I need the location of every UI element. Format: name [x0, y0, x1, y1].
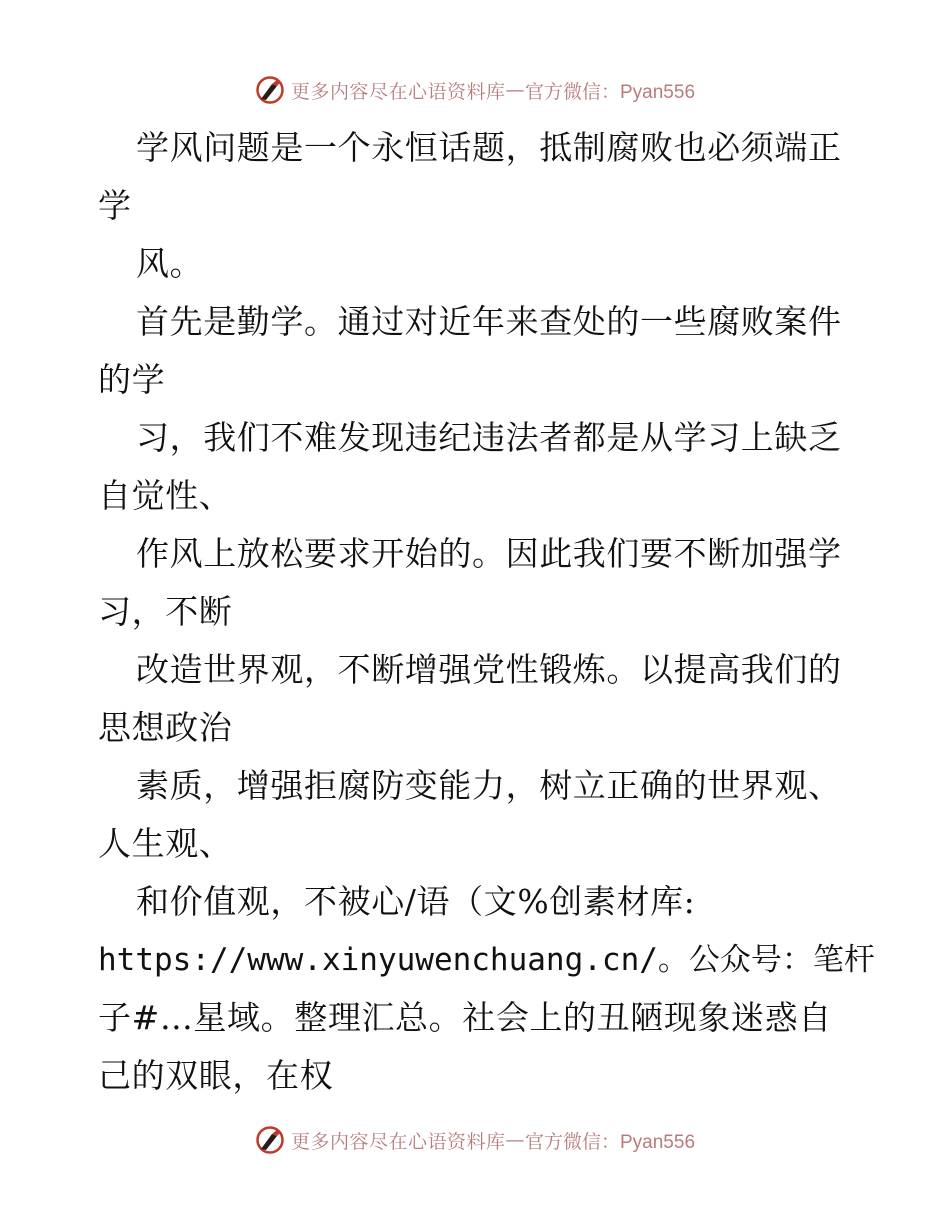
footer-banner — [0, 1122, 950, 1158]
header-banner — [0, 72, 950, 108]
body-line: 和价值观，不被心/语（文%创素材库: — [136, 882, 696, 921]
body-line: 改造世界观，不断增强党性锻炼。以提高我们的 — [136, 650, 842, 689]
body-line: 人生观、 — [98, 824, 233, 863]
body-line: 首先是勤学。通过对近年来查处的一些腐败案件 — [136, 302, 842, 341]
pen-nib-logo-icon — [255, 1125, 285, 1155]
header-wechat-text: 官方微信：Pyan556 — [525, 81, 696, 103]
body-line: 习，我们不难发现违纪违法者都是从学习上缺乏 — [136, 418, 842, 457]
body-line: 习，不断 — [98, 592, 233, 631]
pen-nib-logo-icon — [255, 75, 285, 105]
document-body — [98, 119, 875, 1105]
body-line: 的学 — [98, 360, 166, 399]
footer-dash: — — [505, 1129, 525, 1151]
body-line: 风。 — [136, 244, 204, 283]
body-line: 己的双眼，在权 — [98, 1056, 334, 1095]
body-line: 自觉性、 — [98, 476, 233, 515]
body-line: 学风问题是一个永恒话题，抵制腐败也必须端正 — [136, 128, 842, 167]
body-line: 素质，增强拒腐防变能力，树立正确的世界观、 — [136, 766, 842, 805]
body-line: 作风上放松要求开始的。因此我们要不断加强学 — [136, 534, 842, 573]
footer-wechat-text: 官方微信：Pyan556 — [525, 1131, 696, 1153]
header-dash: — — [505, 79, 525, 101]
body-line: 学 — [98, 186, 132, 225]
body-line-url: https://www.xinyuwenchuang.cn/。公众号：笔杆 — [98, 942, 875, 978]
body-line: 思想政治 — [98, 708, 233, 747]
body-line: 子#…星域。整理汇总。社会上的丑陋现象迷惑自 — [98, 998, 832, 1037]
footer-brand-text: 更多内容尽在心语资料库 — [290, 1130, 506, 1153]
header-brand-text: 更多内容尽在心语资料库 — [290, 80, 506, 103]
